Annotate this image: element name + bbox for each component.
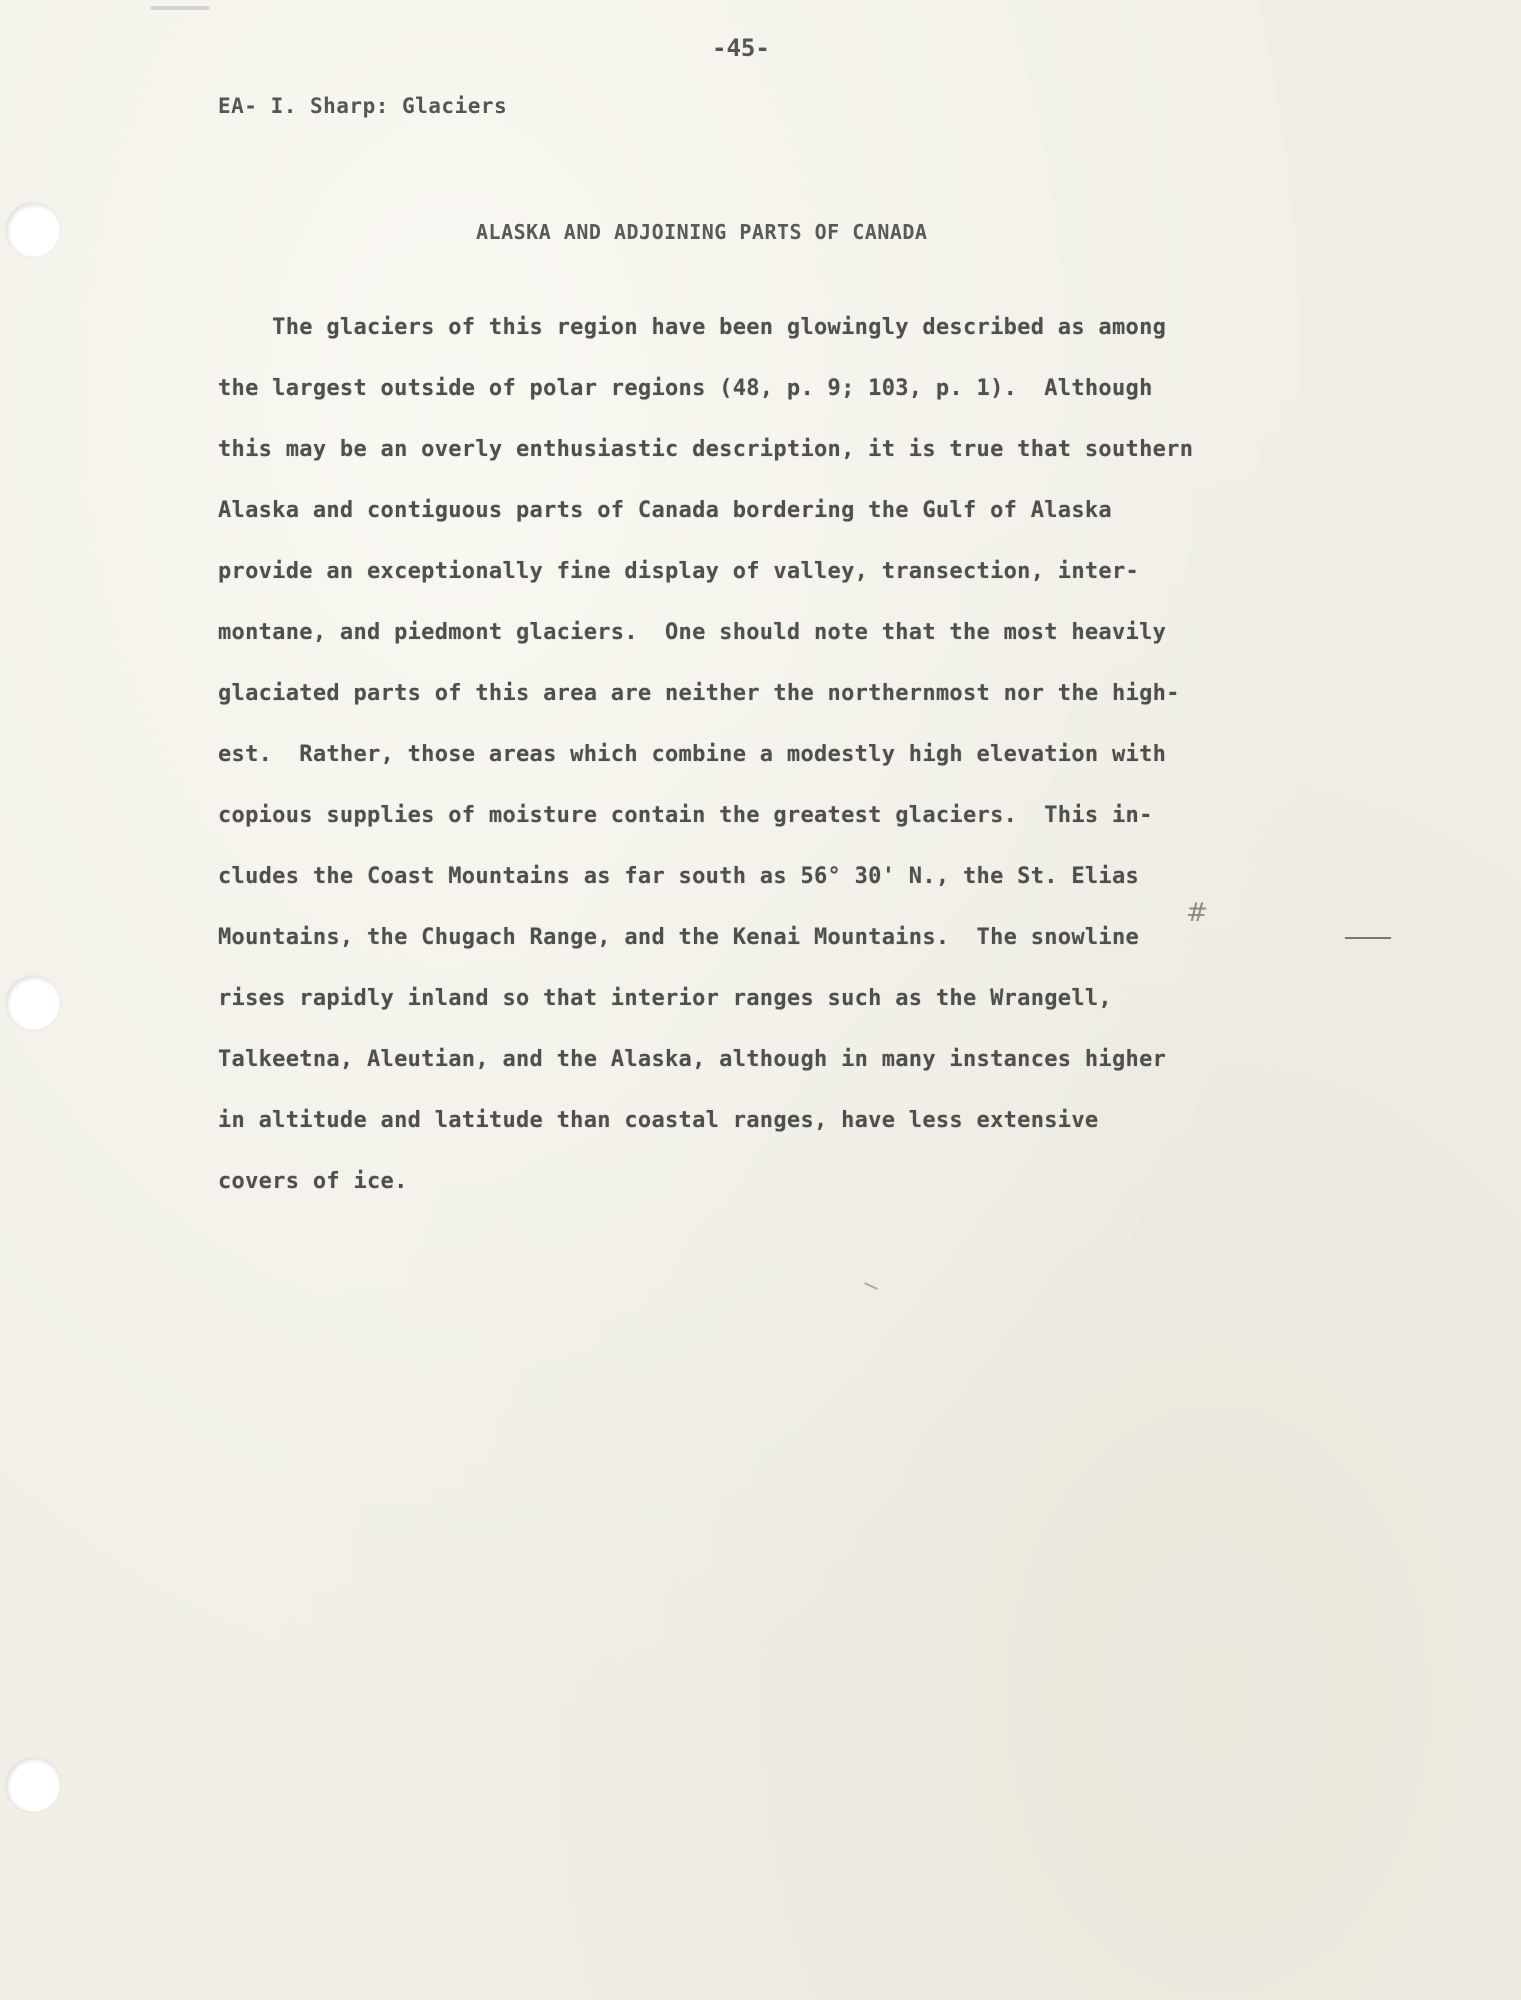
running-header: EA- I. Sharp: Glaciers bbox=[218, 94, 508, 118]
page-number: -45- bbox=[712, 34, 770, 62]
body-line: provide an exceptionally fine display of valley, transection, inter- bbox=[218, 559, 1140, 584]
body-line: covers of ice. bbox=[218, 1169, 408, 1194]
body-line: Talkeetna, Aleutian, and the Alaska, although in many instances higher bbox=[218, 1047, 1167, 1072]
body-line: this may be an overly enthusiastic description, it is true that southern bbox=[218, 437, 1194, 462]
pencil-tick-mark bbox=[864, 1282, 878, 1290]
body-line: the largest outside of polar regions (48, p. 9; 103, p. 1). Although bbox=[218, 376, 1153, 401]
body-line: copious supplies of moisture contain the greatest glaciers. This in- bbox=[218, 803, 1153, 828]
handwritten-insert-mark: # bbox=[1186, 898, 1208, 928]
body-paragraph bbox=[218, 308, 1338, 1223]
body-line: Mountains, the Chugach Range, and the Kenai Mountains. The snowline bbox=[218, 925, 1140, 950]
body-line: cludes the Coast Mountains as far south as 56° 30' N., the St. Elias bbox=[218, 864, 1140, 889]
body-line: rises rapidly inland so that interior ranges such as the Wrangell, bbox=[218, 986, 1112, 1011]
body-line: est. Rather, those areas which combine a modestly high elevation with bbox=[218, 742, 1167, 767]
body-line: glaciated parts of this area are neither the northernmost nor the high- bbox=[218, 681, 1180, 706]
body-line: in altitude and latitude than coastal ranges, have less extensive bbox=[218, 1108, 1099, 1133]
punch-hole-middle bbox=[6, 976, 60, 1030]
punch-hole-top bbox=[6, 203, 60, 257]
paper-smudge bbox=[150, 6, 210, 10]
body-line: Alaska and contiguous parts of Canada bordering the Gulf of Alaska bbox=[218, 498, 1112, 523]
margin-dash-mark bbox=[1345, 937, 1391, 939]
section-title: ALASKA AND ADJOINING PARTS OF CANADA bbox=[476, 220, 928, 244]
punch-hole-bottom bbox=[6, 1758, 60, 1812]
body-line: montane, and piedmont glaciers. One should note that the most heavily bbox=[218, 620, 1167, 645]
body-line: The glaciers of this region have been glowingly described as among bbox=[218, 315, 1167, 340]
